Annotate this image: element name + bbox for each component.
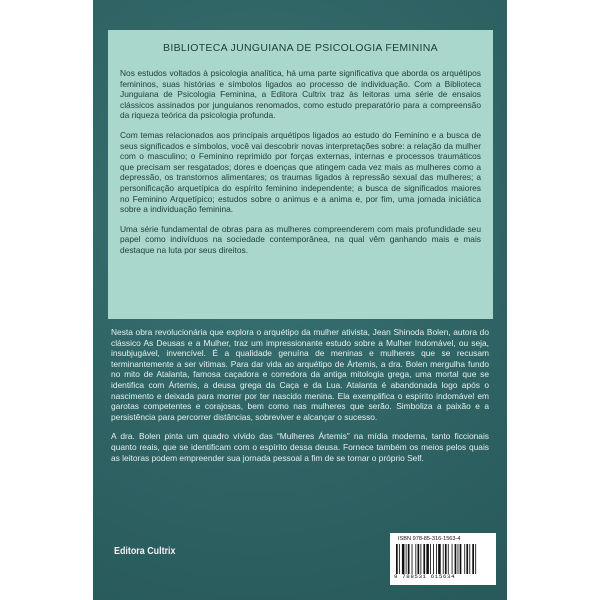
description-paragraph-1: Nesta obra revolucionária que explora o arquétipo da mulher ativista, Jean Shinoda Bolen, autora do clássico As Deusas e a Mulher, traz um impressionante estudo sobre a Mulher Indomável, ou seja, insubjugável, invencível. É a qualidade genuína de meninas e mulheres que se recusam terminantemente a ser vítimas. Para dar vida ao arquétipo de Ártemis, a dra. Bolen mergulha fundo no mito de Atalanta, famosa caçadora e corredora da antiga mitologia grega, uma mortal que se identifica com Ártemis, a deusa grega da Caça e da Lua. Atalanta é abandonada logo após o nascimento e deixada para morrer por ter nascido menina. Ela exemplifica o espírito indomável em garotas competentes e corajosas, bem como nas mulheres que serão. Simboliza a paixão e a persistência para percorrer distâncias, sobreviver e alcançar o sucesso. bbox=[111, 327, 489, 422]
series-info-panel bbox=[108, 30, 493, 319]
series-paragraph-2: Com temas relacionados aos principais arquétipos ligados ao estudo do Feminino e a busca de seus significados e símbolos, você vai descobrir novas interpretações sobre: a relação da mulher com o masculino; o Feminino reprimido por forças externas, internas e processos traumáticos que precisam ser resgatados; dores e doenças que atingem cada vez mais as mulheres como a depressão, os transtornos alimentares; os traumas ligados à repressão sexual das mulheres; a personificação arquetípica do espírito feminino independente; a busca de significados maiores no Feminino Arquetípico; estudos sobre o animus e a anima e, por fim, uma jornada iniciática sobre a individuação feminina. bbox=[120, 129, 481, 215]
description-paragraph-2: A dra. Bolen pinta um quadro vívido das “Mulheres Ártemis” na mídia moderna, tanto ficcionais quanto reais, que se identificam com o espírito dessa deusa. Fornece também os meios pelos quais as leitoras podem empreender sua jornada pessoal a fim de se tornar o próprio Self. bbox=[111, 431, 489, 463]
isbn-text: ISBN 978-85-316-1563-4 bbox=[398, 536, 461, 542]
publisher-logo: Editora Cultrix bbox=[114, 545, 176, 557]
book-back-cover bbox=[93, 0, 507, 600]
barcode-icon bbox=[394, 544, 492, 574]
series-paragraph-1: Nos estudos voltados à psicologia analítica, há uma parte significativa que aborda os arquétipos femininos, suas histórias e símbolos ligados ao processo de individuação. Com a Biblioteca Junguiana de Psicologia Feminina, a Editora Cultrix traz às leitoras uma série de ensaios clássicos assinados por junguianos renomados, como estudo preparatório para a compreensão da riqueza teórica da psicologia profunda. bbox=[120, 68, 481, 121]
book-description bbox=[111, 327, 489, 472]
series-title: BIBLIOTECA JUNGUIANA DE PSICOLOGIA FEMININA bbox=[163, 42, 438, 54]
series-paragraph-3: Uma série fundamental de obras para as mulheres compreenderem com mais profundidade seu papel como indivíduos na sociedade contemporânea, na qual vêm ganhando mais e mais destaque na luta por seus direitos. bbox=[120, 223, 481, 255]
barcode-area bbox=[390, 533, 496, 585]
barcode-digits: 9 788531 615634 bbox=[394, 573, 456, 580]
